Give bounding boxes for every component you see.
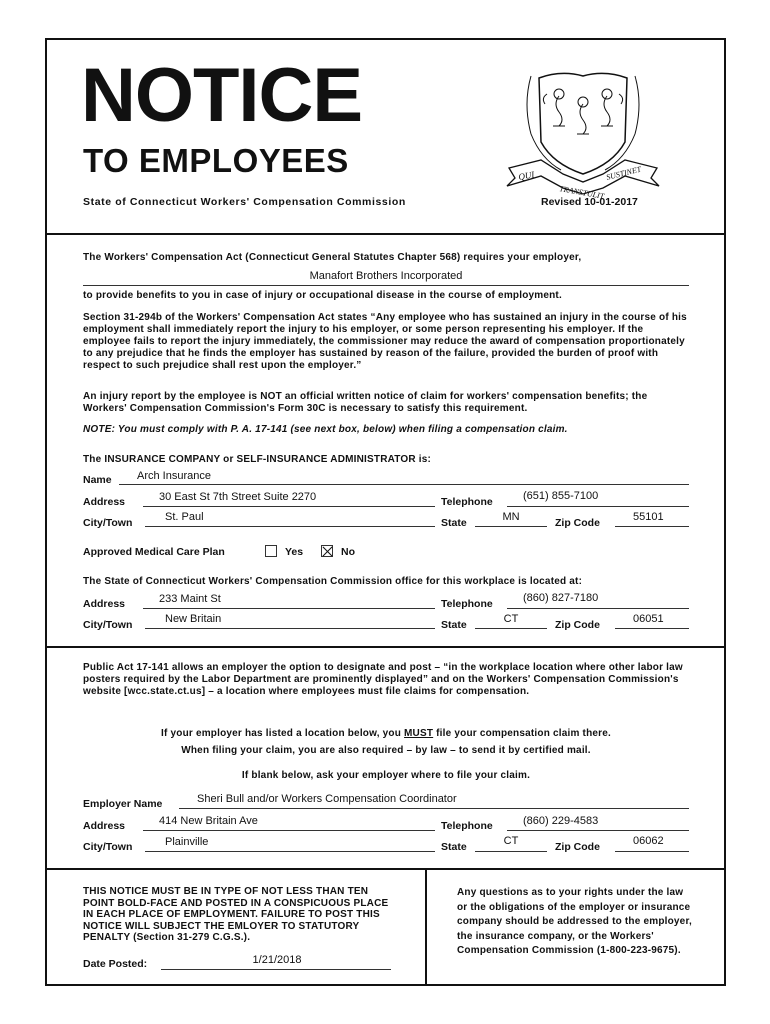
office-address-line	[143, 608, 435, 609]
employer-telephone-label: Telephone	[441, 820, 493, 832]
intro-text: The Workers' Compensation Act (Connecticut General Statutes Chapter 568) requires your employer,	[83, 252, 582, 263]
office-telephone-value: (860) 827-7180	[523, 592, 599, 604]
office-state-line	[475, 628, 547, 629]
date-posted-label: Date Posted:	[83, 958, 148, 970]
employer-city-line	[145, 851, 435, 852]
medical-plan-no-label: No	[341, 546, 355, 558]
posting-rule-text: THIS NOTICE MUST BE IN TYPE OF NOT LESS THAN TEN POINT BOLD-FACE AND POSTED IN A CONSPICUOUS PLACE IN EACH PLACE OF EMPLOYMENT. FAILURE TO POST THIS NOTICE WILL SUBJECT THE EMLOYER TO STATUTORY PENALTY (Section 31-279 C.G.S.).	[83, 886, 389, 943]
office-telephone-label: Telephone	[441, 598, 493, 610]
insurer-telephone-line	[507, 506, 689, 507]
office-state-label: State	[441, 619, 467, 631]
office-heading: The State of Connecticut Workers' Compensation Commission office for this workplace is located at:	[83, 576, 583, 587]
employer-state-line	[475, 851, 547, 852]
public-act-text: Public Act 17-141 allows an employer the option to designate and post – “in the workplace location where other labor law posters required by the Labor Department are prominently displayed” and on the Workers' Compensation Commission's website [wcc.state.ct.us] – a location where employees must file claims for compensation.	[83, 662, 683, 697]
insurer-telephone-label: Telephone	[441, 496, 493, 508]
medical-plan-label: Approved Medical Care Plan	[83, 546, 225, 558]
must-file-post: file your compensation claim there.	[433, 728, 611, 739]
page-subtitle: TO EMPLOYEES	[83, 142, 349, 179]
employer-city-value: Plainville	[165, 836, 209, 848]
seal-motto-left: QUI	[517, 169, 536, 182]
benefits-text: to provide benefits to you in case of injury or occupational disease in the course of employment.	[83, 290, 562, 301]
note-text: NOTE: You must comply with P. A. 17-141 (see next box, below) when filing a compensation claim.	[83, 424, 568, 435]
certified-mail-text: When filing your claim, you are also required – by law – to send it by certified mail.	[181, 745, 591, 756]
date-posted-line	[161, 969, 391, 970]
blank-instruction-text: If blank below, ask your employer where to file your claim.	[241, 770, 531, 781]
employer-zip-line	[615, 851, 689, 852]
insurer-state-line	[475, 526, 547, 527]
insurer-name-label: Name	[83, 474, 112, 486]
employer-state-value: CT	[503, 835, 519, 847]
employer-address-value: 414 New Britain Ave	[159, 815, 258, 827]
employer-address-label: Address	[83, 820, 126, 832]
questions-text: Any questions as to your rights under the law or the obligations of the employer or insurance company should be addressed to the employer, the insurance company, or the Workers' Compensation Commission (1-800-223-9675).	[457, 887, 692, 956]
employer-telephone-value: (860) 229-4583	[523, 815, 599, 827]
insurer-telephone-value: (651) 855-7100	[523, 490, 599, 502]
employer-zip-value: 06062	[633, 835, 664, 847]
insurer-state-label: State	[441, 517, 467, 529]
must-word: MUST	[404, 728, 434, 739]
section-divider	[47, 868, 724, 870]
insurer-city-value: St. Paul	[165, 511, 204, 523]
employer-name-value: Manafort Brothers Incorporated	[309, 270, 463, 282]
designated-employer-name-line	[179, 808, 689, 809]
must-file-pre: If your employer has listed a location below, you	[161, 728, 405, 739]
office-zip-label: Zip Code	[555, 619, 600, 631]
medical-plan-yes-checkbox[interactable]	[265, 545, 277, 557]
insurer-state-value: MN	[502, 511, 520, 523]
employer-zip-label: Zip Code	[555, 841, 600, 853]
insurer-zip-label: Zip Code	[555, 517, 600, 529]
insurer-zip-line	[615, 526, 689, 527]
insurer-name-line	[119, 484, 689, 485]
statute-text: Section 31-294b of the Workers' Compensation Act states “Any employee who has sustained an injury in the course of his employment shall immediately report the injury to his employer, or some person representing his employer. If the employee fails to report the injury immediately, the commissioner may reduce the award of compensation proportionately to any prejudice that he finds the employer has sustained by reason of the failure, provided the burden of proof with respect to such prejudice shall rest upon the employer.”	[83, 312, 687, 371]
medical-plan-yes-label: Yes	[285, 546, 304, 558]
report-note-text: An injury report by the employee is NOT an official written notice of claim for workers' compensation benefits; the Workers' Compensation Commission's Form 30C is necessary to satisfy this requirement.	[83, 391, 648, 414]
insurer-zip-value: 55101	[633, 511, 664, 523]
footer-divider	[425, 868, 427, 984]
seal-motto-mid: TRANSTULIT	[558, 184, 605, 201]
must-file-text	[83, 728, 689, 740]
office-city-value: New Britain	[165, 613, 222, 625]
notice-frame	[45, 38, 726, 986]
seal-motto-right: SUSTINET	[605, 164, 642, 182]
designated-employer-name-value: Sheri Bull and/or Workers Compensation Coordinator	[197, 793, 457, 805]
agency-name: State of Connecticut Workers' Compensation Commission	[83, 196, 406, 208]
page-title: NOTICE	[81, 53, 363, 138]
office-city-label: City/Town	[83, 619, 133, 631]
office-state-value: CT	[503, 613, 519, 625]
section-divider	[47, 233, 724, 235]
revised-date: Revised 10-01-2017	[541, 196, 638, 208]
employer-telephone-line	[507, 830, 689, 831]
office-address-label: Address	[83, 598, 126, 610]
insurer-address-label: Address	[83, 496, 126, 508]
office-city-line	[145, 628, 435, 629]
office-zip-line	[615, 628, 689, 629]
employer-city-label: City/Town	[83, 841, 133, 853]
insurer-address-line	[143, 506, 435, 507]
employer-state-label: State	[441, 841, 467, 853]
section-divider	[47, 646, 724, 648]
office-address-value: 233 Maint St	[159, 593, 221, 605]
insurer-heading: The INSURANCE COMPANY or SELF-INSURANCE ADMINISTRATOR is:	[83, 454, 432, 465]
date-posted-value: 1/21/2018	[252, 954, 302, 966]
insurer-address-value: 30 East St 7th Street Suite 2270	[159, 491, 317, 503]
employer-name-label: Employer Name	[83, 798, 163, 810]
office-zip-value: 06051	[633, 613, 664, 625]
employer-name-line	[83, 285, 689, 286]
employer-address-line	[143, 830, 435, 831]
insurer-name-value: Arch Insurance	[137, 470, 211, 482]
insurer-city-label: City/Town	[83, 517, 133, 529]
insurer-city-line	[145, 526, 435, 527]
connecticut-seal-icon	[501, 64, 665, 204]
medical-plan-no-checkbox[interactable]	[321, 545, 333, 557]
office-telephone-line	[507, 608, 689, 609]
